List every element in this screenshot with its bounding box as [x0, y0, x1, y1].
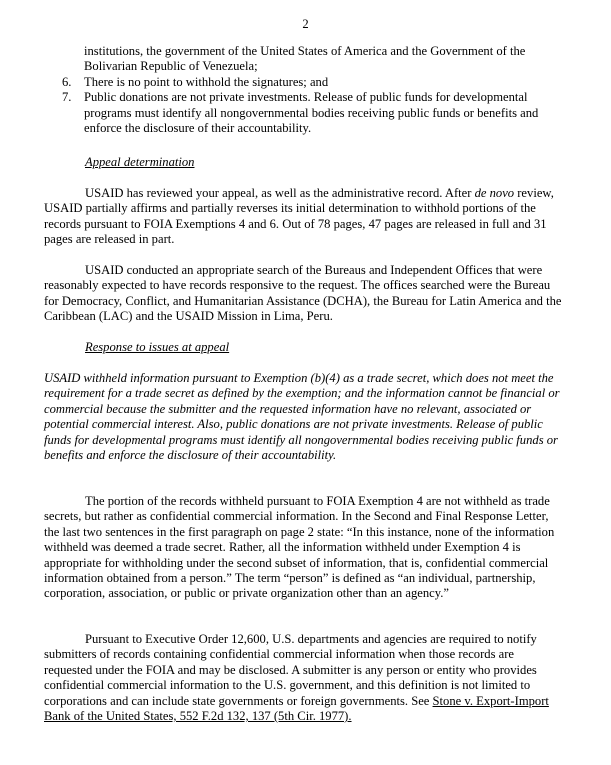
list-item-number: 6. — [62, 74, 72, 89]
list-item-6 — [0, 75, 564, 90]
list-item-number: 7. — [62, 90, 72, 105]
response-to-issues-heading: Response to issues at appeal — [85, 340, 230, 354]
page-number: 2 — [302, 17, 309, 31]
appeal-determination-heading: Appeal determination — [85, 155, 195, 169]
exemption-4-paragraph: The portion of the records withheld pursuant to FOIA Exemption 4 are not withheld as trade secrets, but rather as confidential commercial information. In the Second and Final Response Letter, the last two sentences in the first paragraph on page 2 state: “In this instance, none of the information withheld was deemed a trade secret. Rather, all the information withheld under Exemption 4 is appropriate for withholding under the second subset of information, that is, confidential commercial information obtained from a person.” The term “person” is defined as “an individual, partnership, corporation, association, or public or private organization other than an agency.” — [44, 494, 555, 601]
appeal-determination-paragraph — [44, 186, 564, 248]
list-item-text: institutions, the government of the United States of America and the Government of the Bolivarian Republic of Venezuela; — [84, 44, 526, 74]
list-item-7 — [0, 90, 564, 136]
paragraph-text: Pursuant to Executive Order 12,600, U.S. departments and agencies are required to notify submitters of records containing confidential commercial information when those records are requested under the FOIA and may be disclosed. A submitter is any person or entity who provides confidential commercial information to the U.S. government, and this definition is not limited to corporations and can include state governments or foreign governments. See — [44, 632, 537, 708]
list-item-continued — [0, 44, 564, 75]
list-item-text: Public donations are not private investments. Release of public funds for developmental programs must identify all nongovernmental bodies receiving public funds or benefits and enforce the disclosure of their accountability. — [84, 90, 539, 136]
paragraph-text: review, USAID partially affirms and partially reverses its initial determination to withhold portions of the records pursuant to FOIA Exemptions 4 and 6. Out of 78 pages, 47 pages are released in full and 31 pages are released in part. — [44, 186, 554, 247]
list-item-text: There is no point to withhold the signatures; and — [84, 74, 329, 89]
paragraph-text: USAID has reviewed your appeal, as well as the administrative record. After — [85, 186, 475, 200]
executive-order-paragraph — [44, 632, 564, 724]
paragraph-italic-term: de novo — [474, 186, 515, 200]
search-paragraph: USAID conducted an appropriate search of the Bureaus and Independent Offices that were reasonably expected to have records responsive to the request. The offices searched were the Bureau for Democracy, Conflict, and Humanitarian Assistance (DCHA), the Bureau for Latin America and the Caribbean (LAC) and the USAID Mission in Lima, Peru. — [44, 263, 562, 324]
appeal-issue-paragraph: USAID withheld information pursuant to Exemption (b)(4) as a trade secret, which does not meet the requirement for a trade secret as defined by the exemption; and the information cannot be financial or commercial because the submitter and the requested information have no relevant, associated or potential commercial interest. Also, public donations are not private investments. Release of public funds for developmental programs must identify all nongovernmental bodies receiving public funds or benefits and enforce the disclosure of their accountability. — [44, 371, 560, 463]
case-citation: Stone v. Export-Import Bank of the United States, 552 F.2d 132, 137 (5th Cir. 1977). — [44, 693, 549, 724]
numbered-list — [0, 44, 611, 136]
